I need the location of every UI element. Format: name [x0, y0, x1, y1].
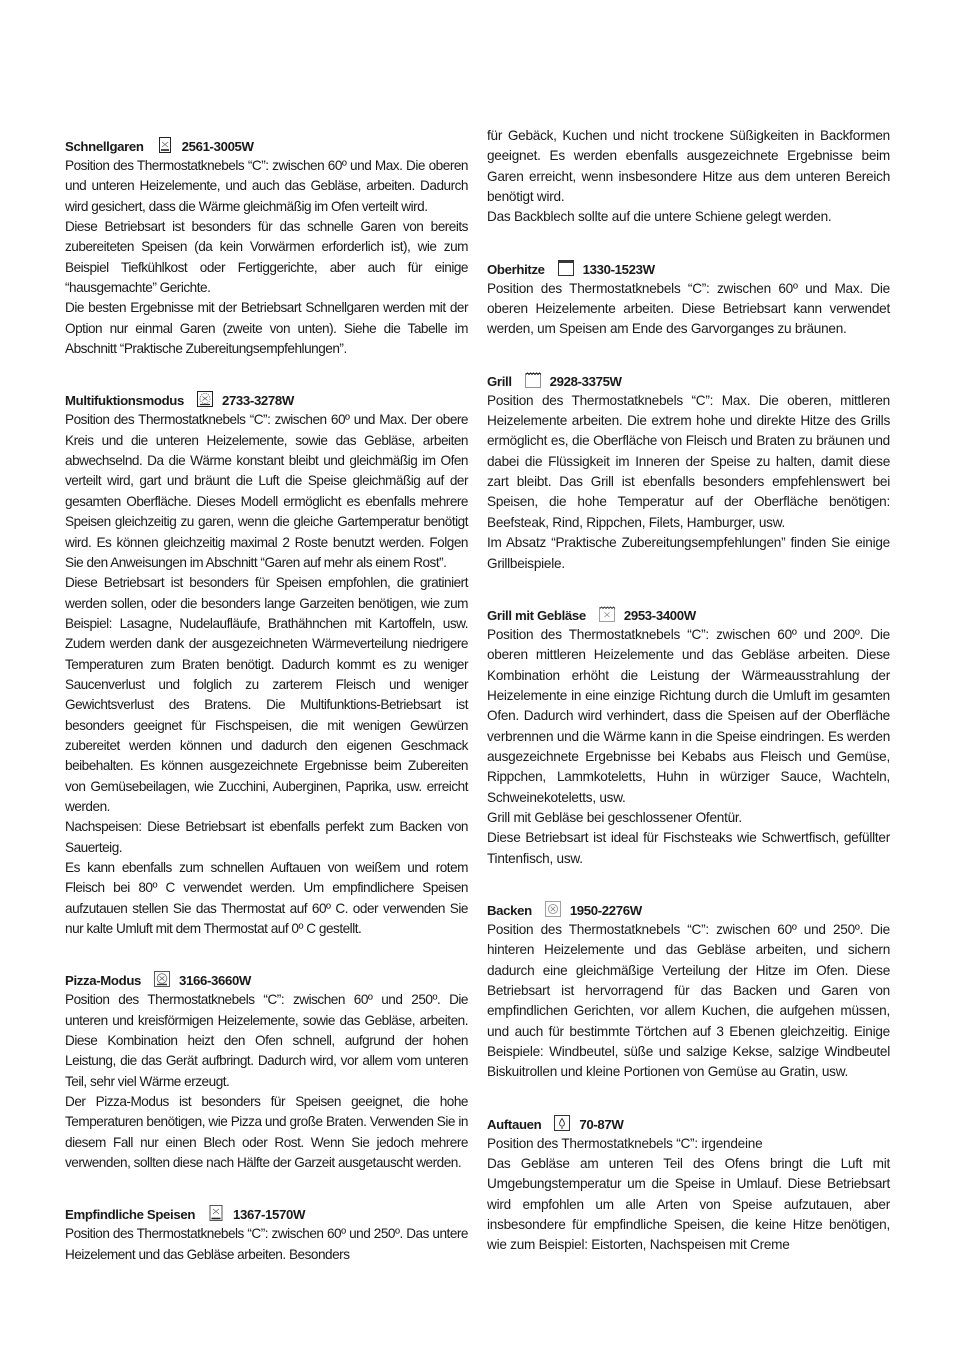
body-paragraph: Das Backblech sollte auf die untere Schiene gelegt werden.	[487, 209, 832, 225]
mode-title: Backen	[487, 902, 532, 918]
mode-title: Grill	[487, 373, 512, 389]
mode-heading	[65, 1194, 468, 1224]
mode-section	[487, 595, 890, 869]
mode-power: 2733-3278W	[221, 393, 294, 409]
mode-title: Grill mit Gebläse	[487, 607, 586, 623]
body-paragraph: Position des Thermostatknebels “C”: zwischen 60º und Max. Die oberen Heizelemente arbeiten. Diese Betriebsart kann verwendet werden, um Speisen am Ende des Garvorganges zu bräunen.	[487, 280, 890, 337]
mode-heading	[65, 126, 468, 156]
mode-title: Schnellgaren	[65, 139, 144, 154]
mode-power: 1950-2276W	[569, 902, 642, 918]
body-paragraph: Diese Betriebsart ist besonders für das schnelle Garen von bereits zubereiteten Speisen (da kein Vorwärmen erforderlich ist), wie zum Beispiel Tiefkühlkost oder Fertiggerichte, aber auch für einige “hausgemachte” Gerichte.	[65, 219, 468, 296]
pizza-mode-icon	[153, 970, 171, 988]
mode-power: 1330-1523W	[582, 261, 655, 277]
mode-heading	[487, 249, 890, 279]
mode-title: Auftauen	[487, 1116, 542, 1132]
body-paragraph: Position des Thermostatknebels “C”: zwischen 60º und 200º. Die oberen mittleren Heizelemente und das Gebläse arbeiten. Diese Kombination erhöht die Leistung der Wärmeausstrahlung der Heizelemente in eine einzige Richtung durch die Umluft im gesamten Ofen. Dadurch wird verhindert, dass die Speisen auf der Oberfläche verbrennen und die Wärme kann in die Speise eindringen. Es werden ausgezeichnete Ergebnisse bei Kebabs aus Fleisch und Gemüse, Rippchen, Lammkoteletts, Huhn in würziger Sauce, Wachteln, Schweinekoteletts, usw.	[487, 626, 890, 805]
body-paragraph: Grill mit Gebläse bei geschlossener Ofentür.	[487, 809, 742, 825]
body-paragraph: Position des Thermostatknebels “C”: zwischen 60º und 250º. Die unteren und kreisförmigen Heizelemente, sowie das Gebläse, arbeiten. Diese Kombination heizt den Ofen schnell, aufgrund der hohen Leistung, die das Gerät aufbringt. Dadurch wird, vor allem vom unteren Teil, sehr viel Wärme erzeugt.	[65, 992, 468, 1089]
body-paragraph: Es kann ebenfalls zum schnellen Auftauen von weißem und rotem Fleisch bei 80º C verwendet werden. Um empfindlichere Speisen aufzutauen stellen Sie das Thermostat auf 60º C. oder verwenden Sie nur kalte Umluft mit dem Thermostat auf 0º C gestellt.	[65, 860, 468, 937]
delicate-food-icon	[207, 1204, 225, 1222]
body-paragraph: für Gebäck, Kuchen und nicht trockene Süßigkeiten in Backformen geeignet. Es werden ebenfalls ausgezeichnete Ergebnisse beim Garen erreicht, wenn insbesondere Hitze aus dem unteren Bereich benötigt wird.	[487, 128, 890, 205]
mode-section	[487, 890, 890, 1083]
body-paragraph: Diese Betriebsart ist besonders für Speisen empfohlen, die gratiniert werden sollen, oder die besonders lange Garzeiten benötigen, wie zum Beispiel: Lasagne, Nudelaufläufe, Brathähnchen mit Kartoffeln, usw. Zudem werden dank der ausgezeichneten Wärmeverteilung niedrigere Temperaturen zum Braten benötigt. Dadurch kommt es zu weniger Saucenverlust und folglich zu zarterem Fleisch und weniger Gewichtsverlust des Bratens. Die Multifunktions-Betriebsart ist besonders geeignet für Fischspeisen, die mit wenigen Gewürzen zubereitet werden können und dadurch den eigenen Geschmack beibehalten. Es können ausgezeichnete Ergebnisse beim Zubereiten von Gemüsebeilagen, wie Zucchini, Auberginen, Paprika, usw. erreicht werden.	[65, 575, 468, 814]
mode-title: Pizza-Modus	[65, 973, 142, 989]
mode-section	[65, 1194, 468, 1265]
mode-section	[487, 249, 890, 340]
mode-section	[65, 380, 468, 939]
top-heat-icon	[557, 259, 575, 277]
body-paragraph: Position des Thermostatknebels “C”: zwischen 60º und 250º. Das untere Heizelement und das Gebläse arbeiten. Besonders	[65, 1226, 468, 1262]
body-paragraph: Der Pizza-Modus ist besonders für Speisen geeignet, die hohe Temperaturen benötigen, wie Pizza und große Braten. Verwenden Sie in diesem Fall nur einen Blech oder Rost. Wenn Sie jedoch mehrere verwenden, sollten diese nach Hälfte der Garzeit ausgetauscht werden.	[65, 1094, 468, 1171]
body-paragraph: Position des Thermostatknebels “C”: zwischen 60º und 250º. Die hinteren Heizelemente und das Gebläse arbeiten, und sichern dadurch eine gleichmäßige Verteilung der Hitze im Ofen. Diese Betriebsart ist hervorragend für das Backen und Garen von empfindlichen Gerichten, vor allem Kuchen, die aufgehen müssen, und auch für bestimmte Törtchen auf 3 Ebenen gleichzeitig. Einige Beispiele: Windbeutel, süße und salzige Kekse, salzige Windbeutel Biskuitrollen und kleine Portionen von Gemüse au Gratin, usw.	[487, 921, 890, 1080]
body-paragraph: Das Gebläse am unteren Teil des Ofens bringt die Luft mit Umgebungstemperatur um die Speise in Umlauf. Diese Betriebsart wird empfohlen um alle Arten von Speise aufzutauen, aber insbesondere für empfindliche Speisen, die keine Hitze benötigen, wie zum Beispiel: Eistorten, Nachspeisen mit Creme	[487, 1156, 890, 1253]
body-paragraph: Nachspeisen: Diese Betriebsart ist ebenfalls perfekt zum Backen von Sauerteig.	[65, 819, 468, 855]
body-paragraph: Diese Betriebsart ist ideal für Fischsteaks wie Schwertfisch, gefüllter Tintenfisch, usw.	[487, 830, 890, 866]
mode-heading	[487, 890, 890, 920]
mode-power: 2953-3400W	[623, 607, 696, 623]
body-paragraph: Position des Thermostatknebels “C”: Max. Die oberen, mittleren Heizelemente arbeiten. Die extrem hohe und direkte Hitze des Grills ermöglicht es, die Oberfläche von Fleisch und Braten zu bräunen und dabei die Flüssigkeit im Inneren der Speise zu halten, damit diese zart bleibt. Das Grill ist ebenfalls besonders empfehlenswert bei Speisen, die hohe Temperatur auf der Oberfläche benötigen: Beefsteak, Rind, Rippchen, Filets, Hamburger, usw.	[487, 392, 890, 530]
mode-power: 70-87W	[579, 1116, 624, 1132]
defrost-icon	[553, 1114, 571, 1132]
body-paragraph: Position des Thermostatknebels “C”: zwischen 60º und Max. Der obere Kreis und die unteren Heizelemente, sowie das Gebläse, arbeiten abwechselnd. Da die Wärme konstant bleibt und gleichmäßig im Ofen verteilt wird, gart und bräunt die Luft die Speise gleichmäßig auf der gesamten Oberfläche. Dieses Modell ermöglicht es ebenfalls mehrere Speisen gleichzeitig zu garen, wenn die gleiche Gartemperatur benötigt wird. Es können gleichzeitig maximal 2 Roste benutzt werden. Folgen Sie den Anweisungen im Abschnitt “Garen auf mehr als einem Rost”.	[65, 412, 468, 570]
right-column	[487, 126, 890, 1277]
fan-with-bottom-element-icon	[156, 136, 174, 154]
mode-power: 3166-3660W	[179, 973, 252, 989]
fan-bake-icon	[544, 900, 562, 918]
mode-power: 2561-3005W	[181, 139, 254, 154]
mode-section	[65, 960, 468, 1173]
mode-section	[487, 1104, 890, 1256]
mode-heading	[487, 361, 890, 391]
mode-heading	[487, 595, 890, 625]
mode-heading	[65, 960, 468, 990]
grill-icon	[524, 371, 542, 389]
mode-power: 2928-3375W	[549, 373, 622, 389]
mode-heading	[487, 1104, 890, 1134]
mode-title: Empfindliche Speisen	[65, 1207, 196, 1223]
mode-power: 1367-1570W	[233, 1207, 306, 1223]
left-column	[65, 126, 468, 1286]
mode-title: Multifuktionsmodus	[65, 393, 184, 409]
body-paragraph: Position des Thermostatknebels “C”: zwischen 60º und Max. Die oberen und unteren Heizelemente, und auch das Gebläse, arbeiten. Dadurch wird gesichert, dass die Wärme gleichmäßig im Ofen verteilt wird.	[65, 158, 468, 214]
mode-title: Oberhitze	[487, 261, 545, 277]
body-paragraph: Position des Thermostatknebels “C”: irgendeine	[487, 1135, 763, 1151]
circular-element-fan-icon	[196, 390, 214, 408]
mode-section	[487, 361, 890, 574]
mode-section	[487, 126, 890, 228]
body-paragraph: Im Absatz “Praktische Zubereitungsempfehlungen” finden Sie einige Grillbeispiele.	[487, 535, 890, 571]
mode-section	[65, 126, 468, 359]
mode-heading	[65, 380, 468, 410]
body-paragraph: Die besten Ergebnisse mit der Betriebsart Schnellgaren werden mit der Option nur einmal Garen (zweite von unten). Siehe die Tabelle im Abschnitt “Praktische Zubereitungsempfehlungen”.	[65, 300, 468, 357]
grill-fan-icon	[598, 605, 616, 623]
